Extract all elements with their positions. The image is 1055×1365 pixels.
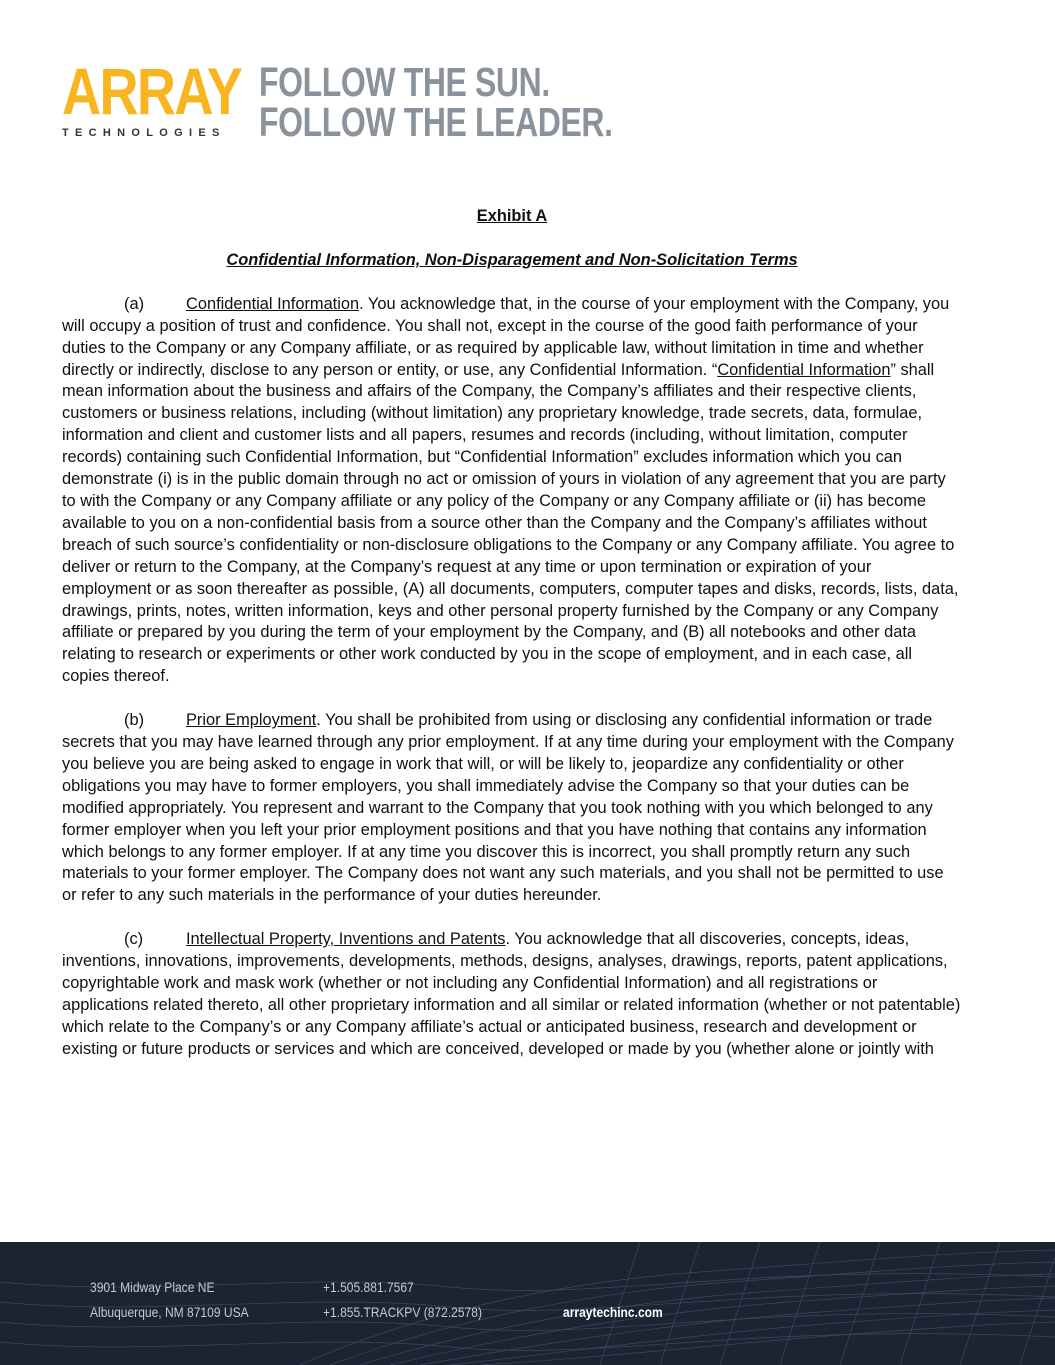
- section-b-heading: Prior Employment: [186, 711, 317, 730]
- footer-band: [0, 1242, 1055, 1365]
- section-b-label: (b): [124, 711, 145, 730]
- section-b-text-1: . You shall be prohibited from using or disclosing any confidential information or trade secrets that you may have learned through any prior employment. If at any time during your employment with the Company you believe you are being asked to engage in work that will, or will be likely to, jeopardize any confidentiality or other obligations you may have to former employers, you shall immediately advise the Company so that your duties can be modified appropriately. You represent and warrant to the Company that you took nothing with you which belonged to any former employer when you left your prior employment positions and that you have nothing that contains any information which belongs to any former employer. If at any time you discover this is incorrect, you shall promptly return any such materials to your former employer. The Company does not want any such materials, and you shall not be permitted to use or refer to any such materials in the performance of your duties hereunder.: [62, 711, 954, 905]
- footer-address-line-1: 3901 Midway Place NE: [90, 1279, 215, 1295]
- document-subtitle: Confidential Information, Non-Disparagement and Non-Solicitation Terms: [226, 250, 798, 269]
- section-a-heading: Confidential Information: [186, 294, 360, 313]
- section-b: [62, 710, 962, 907]
- section-c-heading: Intellectual Property, Inventions and Patents: [186, 930, 506, 949]
- tagline-line-1: FOLLOW THE SUN.: [259, 59, 550, 105]
- section-a-text-2: ” shall mean information about the business and affairs of the Company, the Company’s affiliates and their respective clients, customers or business relations, including (without limitation) any proprietary knowledge, trade secrets, data, formulae, information and client and customer lists and all papers, resumes and records (including, without limitation, computer records) containing such Confidential Information, but “Confidential Information” excludes information which you can demonstrate (i) is in the public domain through no act or omission of yours in violation of any agreement that you are party to with the Company or any Company affiliate or any policy of the Company or any Company affiliate or (ii) has become available to you on a non-confidential basis from a source other than the Company and the Company’s affiliates without breach of such source’s confidentiality or non-disclosure obligations to the Company or any Company affiliate. You agree to deliver or return to the Company, at the Company’s request at any time or upon termination or expiration of your employment or as soon thereafter as possible, (A) all documents, computers, computer tapes and disks, records, lists, data, drawings, prints, notes, written information, keys and other personal property furnished by the Company or any Company affiliate or prepared by you during the term of your employment by the Company, and (B) all notebooks and other data relating to research or experiments or other work conducted by you in the scope of employment, and in each case, all copies thereof.: [62, 360, 959, 686]
- section-a-term: Confidential Information: [717, 360, 891, 379]
- document-body: [62, 206, 962, 1083]
- footer-website-link[interactable]: arraytechinc.com: [563, 1304, 663, 1320]
- footer-phone-line-2: +1.855.TRACKPV (872.2578): [323, 1304, 482, 1320]
- footer-phone-line-1: +1.505.881.7567: [323, 1279, 414, 1295]
- logo-wordmark: ARRAY: [62, 54, 242, 128]
- section-a-text-1: . You acknowledge that, in the course of your employment with the Company, you will occupy a position of trust and confidence. You shall not, except in the course of the good faith performance of your duties to the Company or any Company affiliate, or as required by applicable law, without limitation in time and whether directly or indirectly, disclose to any person or entity, or use, any Confidential Information. “: [62, 294, 950, 379]
- section-c-text-1: . You acknowledge that all discoveries, concepts, ideas, inventions, innovations, improvements, developments, methods, designs, analyses, drawings, reports, patent applications, copyrightable work and mask work (whether or not including any Confidential Information) and all registrations or applications related thereto, all other proprietary information and all similar or related information (whether or not patentable) which relate to the Company’s or any Company affiliate’s actual or anticipated business, research and development or existing or future products or services and which are conceived, developed or made by you (whether alone or jointly with: [62, 930, 961, 1058]
- section-c: [62, 929, 962, 1060]
- section-a-label: (a): [124, 294, 145, 313]
- logo-subtitle: TECHNOLOGIES: [62, 127, 226, 139]
- tagline-line-2: FOLLOW THE LEADER.: [259, 99, 613, 145]
- section-c-label: (c): [124, 930, 144, 949]
- footer-address-line-2: Albuquerque, NM 87109 USA: [90, 1304, 249, 1320]
- section-a: [62, 294, 962, 688]
- tagline: [259, 59, 613, 145]
- exhibit-title: Exhibit A: [476, 207, 548, 225]
